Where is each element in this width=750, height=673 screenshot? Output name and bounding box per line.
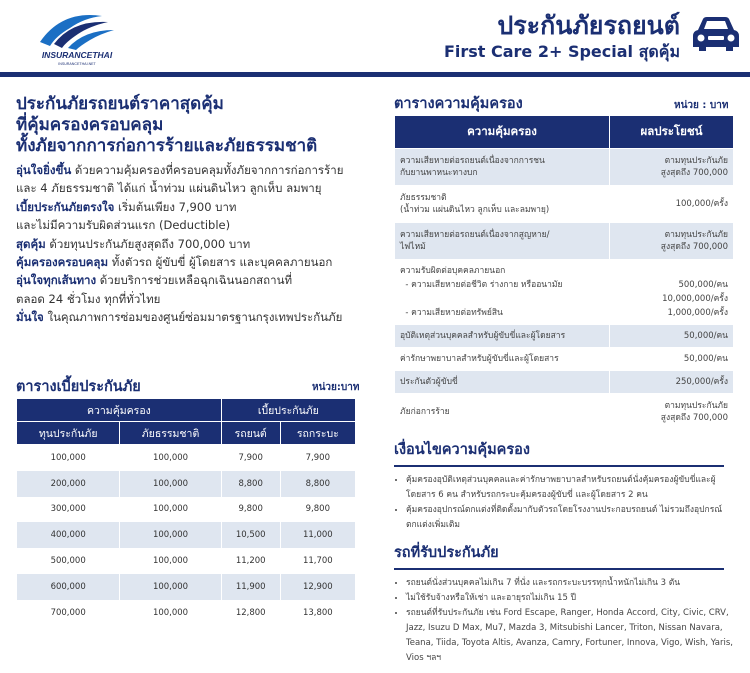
premium-group-premium: เบี้ยประกันภัย <box>221 399 355 422</box>
premium-table-title: ตารางเบี้ยประกันภัย <box>16 379 141 395</box>
table-cell: 11,700 <box>280 548 355 574</box>
cov-col-benefit: ผลประโยชน์ <box>610 116 734 149</box>
table-cell: 100,000 <box>120 548 221 574</box>
table-cell: 100,000 <box>120 600 221 626</box>
table-cell: 8,800 <box>221 471 280 497</box>
table-cell: 9,800 <box>221 497 280 523</box>
list-item: • คุ้มครองอุปกรณ์ตกแต่งที่ติดตั้งมากับตัวรถโดยโรงงานประกอบรถยนต์ ไม่รวมถึงอุปกรณ์ตกแต่งเพิ่มเติม <box>406 503 738 533</box>
col-sum-insured: ทุนประกันภัย <box>17 422 120 445</box>
benefit-1: อุ่นใจยิ่งขึ้น ด้วยความคุ้มครองที่ครอบคลุมทั้งภัยจากการก่อการร้าย <box>16 163 344 177</box>
table-row: ความเสียหายต่อรถยนต์เนื่องจากสูญหาย/ ไฟไหม้ ตามทุนประกันภัย สูงสุดถึง 700,000 <box>395 223 734 260</box>
page-subtitle: First Care 2+ Special สุดคุ้ม <box>443 42 680 61</box>
benefit-2: เบี้ยประกันภัยตรงใจ เริ่มต้นเพียง 7,900 บาท <box>16 199 237 214</box>
table-row <box>17 574 356 600</box>
table-cell: 100,000 <box>120 471 221 497</box>
list-item: • รถยนต์นั่งส่วนบุคคลไม่เกิน 7 ที่นั่ง และรถกระบะบรรทุกน้ำหนักไม่เกิน 3 ตัน <box>406 576 738 591</box>
benefit-5-cont: ตลอด 24 ชั่วโมง ทุกที่ทั่วไทย <box>16 291 161 306</box>
table-row <box>17 548 356 574</box>
benefit-4: คุ้มครองครอบคลุม ทั้งตัวรถ ผู้ขับขี่ ผู้โดยสาร และบุคคลภายนอก <box>16 255 333 270</box>
table-cell: 11,200 <box>221 548 280 574</box>
table-row <box>17 600 356 626</box>
table-row: ภัยธรรมชาติ (น้ำท่วม แผ่นดินไหว ลูกเห็บ และลมพายุ) 100,000/ครั้ง <box>395 186 734 223</box>
table-cell: 100,000 <box>17 445 120 471</box>
table-row <box>17 522 356 548</box>
table-cell: 7,900 <box>221 445 280 471</box>
list-item: • ไม่ใช้รับจ้างหรือให้เช่า และอายุรถไม่เกิน 15 ปี <box>406 591 738 606</box>
table-cell: 500,000 <box>17 548 120 574</box>
table-row <box>17 445 356 471</box>
intro-section <box>16 94 382 327</box>
table-cell: 11,000 <box>280 522 355 548</box>
header-divider <box>0 72 750 77</box>
premium-table <box>16 398 356 626</box>
col-natural-disaster: ภัยธรรมชาติ <box>120 422 221 445</box>
benefit-5: อุ่นใจทุกเส้นทาง ด้วยบริการช่วยเหลือฉุกเฉินนอกสถานที่ <box>16 273 293 288</box>
benefit-1-cont: และ 4 ภัยธรรมชาติ ได้แก่ น้ำท่วม แผ่นดินไหว ลูกเห็บ ลมพายุ <box>16 181 322 196</box>
brand-sub: INSURANCETHAI.NET <box>58 62 96 66</box>
table-row: ความเสียหายต่อรถยนต์เนื่องจากการชน กับยานพาหนะทางบก ตามทุนประกันภัย สูงสุดถึง 700,000 <box>395 149 734 186</box>
table-cell: 100,000 <box>120 497 221 523</box>
table-row: ค่ารักษาพยาบาลสำหรับผู้ขับขี่และผู้โดยสาร 50,000/คน <box>395 348 734 371</box>
car-icon <box>690 14 742 54</box>
premium-unit: หน่วย:บาท <box>312 382 360 393</box>
cov-col-coverage: ความคุ้มครอง <box>395 116 610 149</box>
table-cell: 100,000 <box>120 574 221 600</box>
table-cell: 12,800 <box>221 600 280 626</box>
table-row: ภัยก่อการร้าย ตามทุนประกันภัย สูงสุดถึง 700,000 <box>395 394 734 431</box>
table-cell: 13,800 <box>280 600 355 626</box>
premium-group-coverage: ความคุ้มครอง <box>17 399 222 422</box>
table-cell: 100,000 <box>120 445 221 471</box>
table-cell: 12,900 <box>280 574 355 600</box>
table-cell: 400,000 <box>17 522 120 548</box>
table-cell: 600,000 <box>17 574 120 600</box>
brand-name: INSURANCETHAI <box>41 50 113 60</box>
insurancethai-logo <box>32 6 122 68</box>
benefit-6: มั่นใจ ในคุณภาพการซ่อมของศูนย์ซ่อมมาตรฐานกรุงเทพประกันภัย <box>16 310 343 325</box>
table-cell: 9,800 <box>280 497 355 523</box>
conditions-list <box>394 473 738 533</box>
coverage-table-title: ตารางความคุ้มครอง <box>394 96 523 112</box>
table-row: ประกันตัวผู้ขับขี่ 250,000/ครั้ง <box>395 371 734 394</box>
col-pickup: รถกระบะ <box>280 422 355 445</box>
coverage-table <box>394 115 734 431</box>
headline-2: ที่คุ้มครองครอบคลุม <box>16 115 164 135</box>
headline-1: ประกันภัยรถยนต์ราคาสุดคุ้ม <box>16 94 224 114</box>
conditions-section <box>394 438 738 666</box>
table-cell: 7,900 <box>280 445 355 471</box>
table-row: อุบัติเหตุส่วนบุคคลสำหรับผู้ขับขี่และผู้โดยสาร 50,000/คน <box>395 325 734 348</box>
eligible-title: รถที่รับประกันภัย <box>394 541 724 570</box>
conditions-title: เงื่อนไขความคุ้มครอง <box>394 438 724 467</box>
table-row <box>17 497 356 523</box>
table-cell: 10,500 <box>221 522 280 548</box>
coverage-unit: หน่วย : บาท <box>674 100 729 111</box>
list-item: • คุ้มครองอุบัติเหตุส่วนบุคคลและค่ารักษาพยาบาลสำหรับรถยนต์นั่งคุ้มครองผู้ขับขี่และผู้โดยสาร 6 คน สำหรับรถกระบะคุ้มครองผู้ขับขี่ และผู้โดยสาร 2 คน <box>406 473 738 503</box>
table-cell: 11,900 <box>221 574 280 600</box>
table-row <box>17 471 356 497</box>
page-header <box>0 0 750 72</box>
headline-3: ทั้งภัยจากการก่อการร้ายและภัยธรรมชาติ <box>16 136 318 156</box>
table-cell: 700,000 <box>17 600 120 626</box>
benefit-2-cont: และไม่มีความรับผิดส่วนแรก (Deductible) <box>16 218 231 233</box>
table-cell: 200,000 <box>17 471 120 497</box>
table-cell: 100,000 <box>120 522 221 548</box>
table-cell: 8,800 <box>280 471 355 497</box>
eligible-list <box>394 576 738 666</box>
benefit-3: สุดคุ้ม ด้วยทุนประกันภัยสูงสุดถึง 700,000 บาท <box>16 236 251 251</box>
list-item: • รถยนต์ที่รับประกันภัย เช่น Ford Escape, Ranger, Honda Accord, City, Civic, CRV, Jazz, Isuzu D Max, Mu7, Mazda 3, Mitsubishi Lancer, Triton, Nissan Navara, Teana, Tiida, Toyota Altis, Avanza, Camry, Fortuner, Innova, Vigo, Wish, Yaris, Vios ฯลฯ <box>406 606 738 666</box>
page-title: ประกันภัยรถยนต์ <box>497 11 680 40</box>
col-car: รถยนต์ <box>221 422 280 445</box>
table-row: ความรับผิดต่อบุคคลภายนอก - ความเสียหายต่อชีวิต ร่างกาย หรืออนามัย - ความเสียหายต่อทรัพย์สิน 500,000/คน 10,000,000/ครั้ง 1,000,000/ครั้ง <box>395 260 734 325</box>
table-cell: 300,000 <box>17 497 120 523</box>
